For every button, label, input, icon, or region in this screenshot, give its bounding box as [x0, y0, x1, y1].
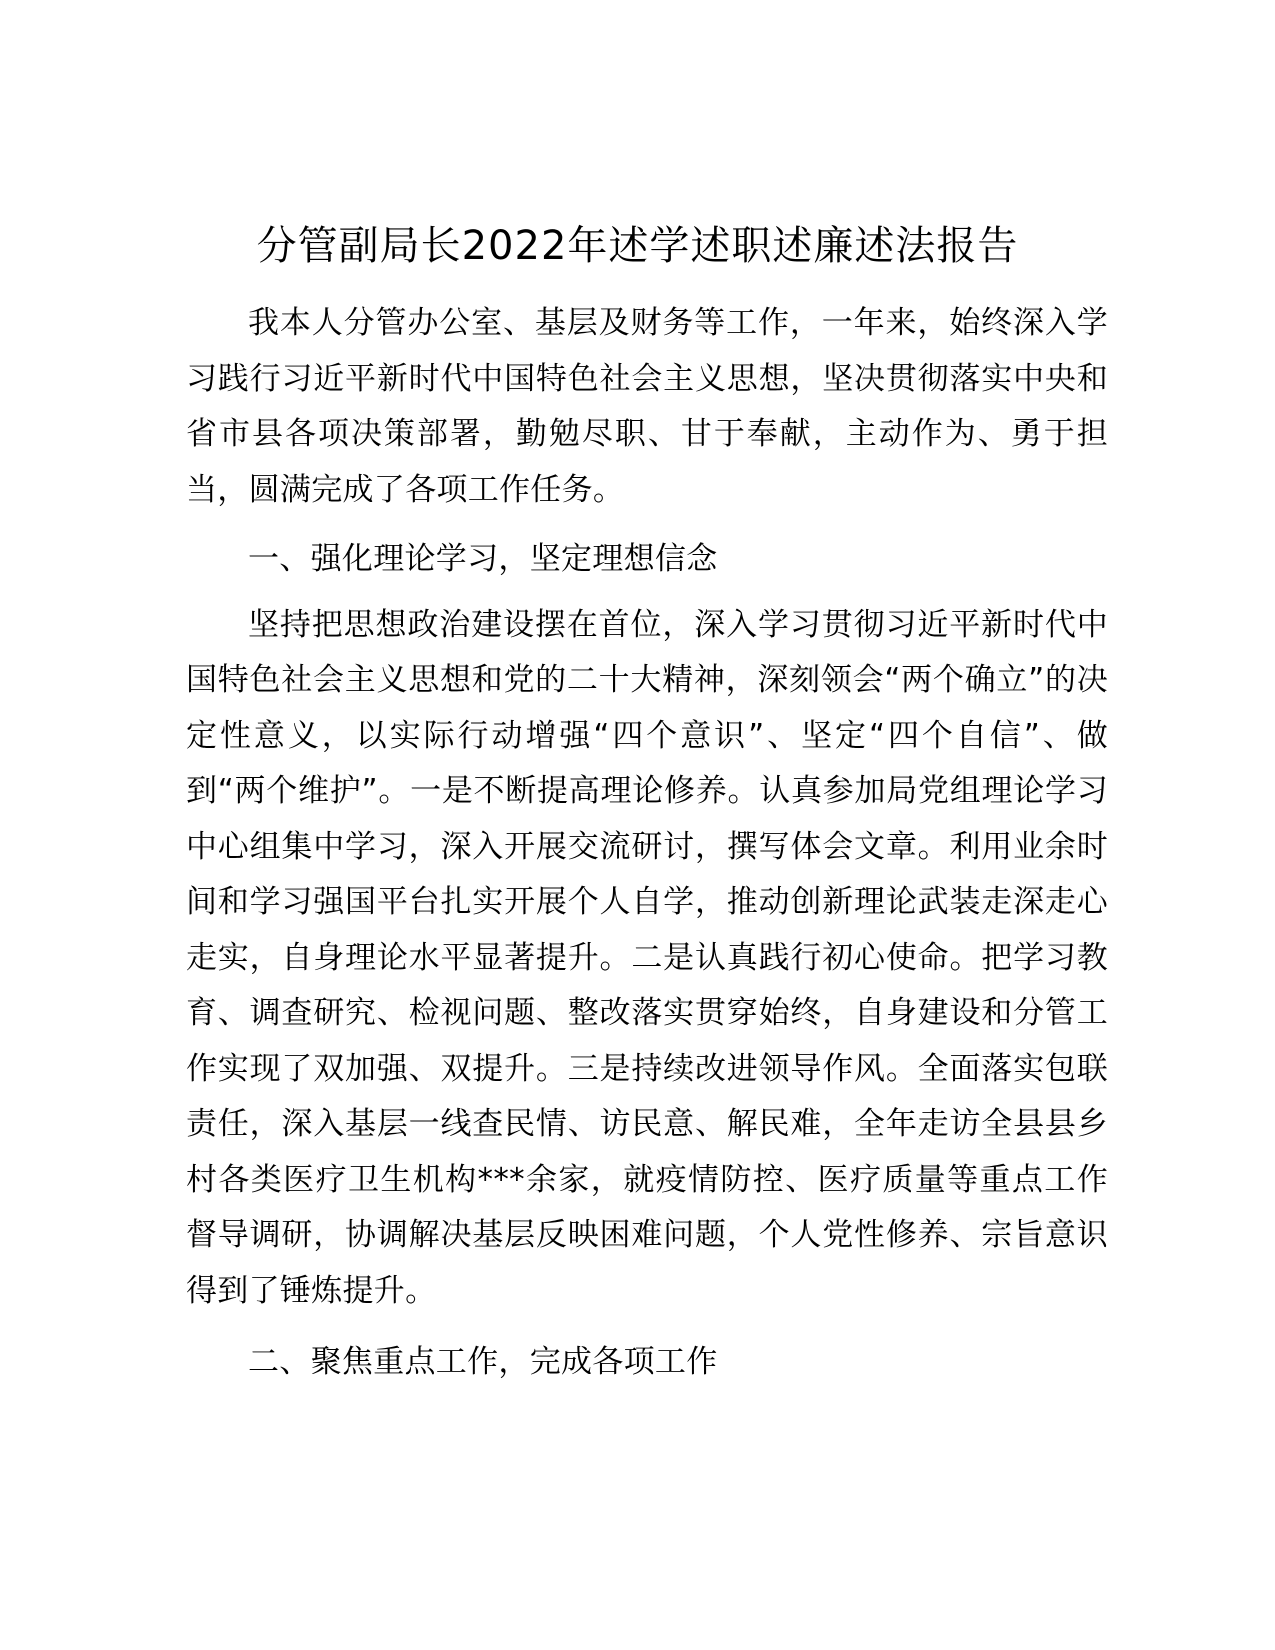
- section-heading-2: 二、聚焦重点工作，完成各项工作: [248, 1344, 718, 1380]
- document-title: 分管副局长2022年述学述职述廉述法报告: [256, 223, 1019, 269]
- document-body: [186, 296, 1108, 1391]
- section-1-paragraph: 坚持把思想政治建设摆在首位，深入学习贯彻习近平新时代中国特色社会主义思想和党的二十大精神，深刻领会“两个确立”的决定性意义，以实际行动增强“四个意识”、坚定“四个自信”、做到“两个维护”。一是不断提高理论修养。认真参加局党组理论学习中心组集中学习，深入开展交流研讨，撰写体会文章。利用业余时间和学习强国平台扎实开展个人自学，推动创新理论武装走深走心走实，自身理论水平显著提升。二是认真践行初心使命。把学习教育、调查研究、检视问题、整改落实贯穿始终，自身建设和分管工作实现了双加强、双提升。三是持续改进领导作风。全面落实包联责任，深入基层一线查民情、访民意、解民难，全年走访全县县乡村各类医疗卫生机构***余家，就疫情防控、医疗质量等重点工作督导调研，协调解决基层反映困难问题，个人党性修养、宗旨意识得到了锤炼提升。: [186, 606, 1108, 1309]
- section-heading-1: 一、强化理论学习，坚定理想信念: [248, 541, 718, 577]
- intro-paragraph: 我本人分管办公室、基层及财务等工作，一年来，始终深入学习践行习近平新时代中国特色社会主义思想，坚决贯彻落实中央和省市县各项决策部署，勤勉尽职、甘于奉献，主动作为、勇于担当，圆满完成了各项工作任务。: [186, 305, 1108, 508]
